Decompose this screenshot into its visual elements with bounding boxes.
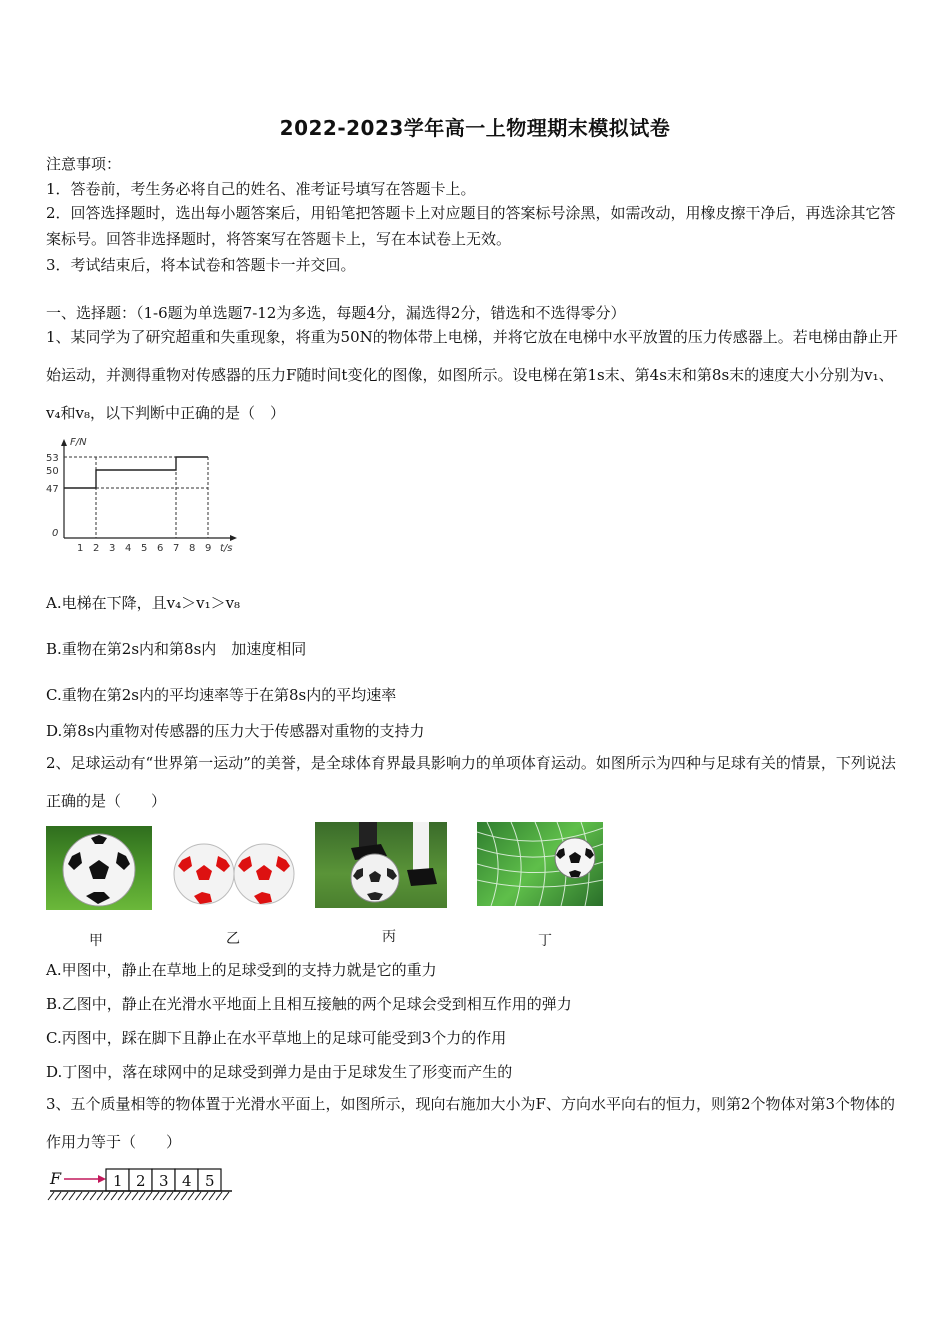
ground-hatch (139, 1192, 145, 1200)
ground-hatch (174, 1192, 180, 1200)
y-tick-label: 53 (46, 453, 59, 464)
x-tick-label: 1 (77, 543, 84, 554)
x-tick-label: 7 (173, 543, 180, 554)
question-1-option-b: B.重物在第2s内和第8s内 加速度相同 (46, 640, 307, 658)
ground-hatch (104, 1192, 110, 1200)
ground-hatch (160, 1192, 166, 1200)
x-tick-label: 9 (205, 543, 212, 554)
x-tick-label: 4 (125, 543, 132, 554)
force-arrowhead (98, 1175, 106, 1183)
x-axis-label: t/s (220, 543, 233, 554)
origin-label: 0 (52, 528, 59, 539)
x-tick-label: 2 (93, 543, 100, 554)
question-1-option-d: D.第8s内重物对传感器的压力大于传感器对重物的支持力 (46, 722, 425, 740)
x-tick-label: 6 (157, 543, 164, 554)
notice-item-3: 3．考试结束后，将本试卷和答题卡一并交回。 (46, 256, 356, 274)
ground-hatch (216, 1192, 222, 1200)
ground-hatch (188, 1192, 194, 1200)
question-3-stem: 3、五个质量相等的物体置于光滑水平面上，如图所示，现向右施加大小为F、方向水平向右的恒力，则第2个物体对第3个物体的作用力等于（ ） (46, 1095, 896, 1151)
ground-hatch (48, 1192, 54, 1200)
caption-bing: 丙 (382, 929, 396, 945)
force-series-line (64, 457, 208, 488)
block-label-4: 4 (182, 1172, 192, 1190)
y-axis-arrow (61, 439, 67, 446)
y-axis-label: F/N (70, 437, 87, 448)
five-blocks-diagram (46, 1166, 236, 1206)
ground-hatch (195, 1192, 201, 1200)
notice-heading: 注意事项： (46, 155, 122, 173)
ground-hatch (55, 1192, 61, 1200)
photo-ding-ball-in-net (477, 822, 603, 906)
ground-hatch (132, 1192, 138, 1200)
question-2-option-c: C.丙图中，踩在脚下且静止在水平草地上的足球可能受到3个力的作用 (46, 1029, 507, 1047)
ground-hatch (223, 1192, 229, 1200)
block-label-5: 5 (205, 1172, 215, 1190)
x-tick-label: 5 (141, 543, 148, 554)
caption-jia: 甲 (89, 933, 103, 949)
block-label-1: 1 (113, 1172, 123, 1190)
ground-hatch (118, 1192, 124, 1200)
ground-hatch (167, 1192, 173, 1200)
ground-hatch (146, 1192, 152, 1200)
ground-hatch (90, 1192, 96, 1200)
x-tick-label: 8 (189, 543, 196, 554)
force-time-chart (44, 434, 244, 554)
ground-hatch (153, 1192, 159, 1200)
ground-hatch (209, 1192, 215, 1200)
question-1-stem: 1、某同学为了研究超重和失重现象，将重为50N的物体带上电梯，并将它放在电梯中水平放置的压力传感器上。若电梯由静止开始运动，并测得重物对传感器的压力F随时间t变化的图像，如图所示。设电梯在第1s末、第4s末和第8s末的速度大小分别为v₁、v₄和v₈，以下判断中正确的是（ ） (46, 328, 898, 422)
question-1-option-c: C.重物在第2s内的平均速率等于在第8s内的平均速率 (46, 686, 397, 704)
ground-hatch (202, 1192, 208, 1200)
ground-hatch (97, 1192, 103, 1200)
ground-hatch (111, 1192, 117, 1200)
question-2-option-a: A.甲图中，静止在草地上的足球受到的支持力就是它的重力 (46, 961, 437, 979)
force-label: F (50, 1169, 62, 1188)
question-2-stem: 2、足球运动有“世界第一运动”的美誉，是全球体育界最具影响力的单项体育运动。如图所示为四种与足球有关的情景，下列说法正确的是（ ） (46, 754, 896, 810)
photo-bing-foot-on-ball (315, 822, 447, 908)
ground-hatch (125, 1192, 131, 1200)
block-label-3: 3 (159, 1172, 169, 1190)
notice-item-1: 1．答卷前，考生务必将自己的姓名、准考证号填写在答题卡上。 (46, 180, 476, 198)
y-tick-label: 50 (46, 466, 59, 477)
question-2-option-b: B.乙图中，静止在光滑水平地面上且相互接触的两个足球会受到相互作用的弹力 (46, 995, 572, 1013)
photo-yi-two-balls (170, 838, 298, 908)
page-title: 2022-2023学年高一上物理期末模拟试卷 (279, 116, 671, 140)
question-1-option-a: A.电梯在下降，且v₄＞v₁＞v₈ (46, 594, 241, 612)
question-2-option-d: D.丁图中，落在球网中的足球受到弹力是由于足球发生了形变而产生的 (46, 1063, 513, 1081)
x-tick-label: 3 (109, 543, 116, 554)
caption-ding: 丁 (538, 933, 552, 949)
ground-hatch (181, 1192, 187, 1200)
notice-item-2: 2．回答选择题时，选出每小题答案后，用铅笔把答题卡上对应题目的答案标号涂黑，如需改动，用橡皮擦干净后，再选涂其它答案标号。回答非选择题时，将答案写在答题卡上，写在本试卷上无效。 (46, 204, 896, 248)
x-axis-arrow (230, 535, 237, 541)
ground-hatch (69, 1192, 75, 1200)
block-label-2: 2 (136, 1172, 146, 1190)
section-heading: 一、选择题：（1-6题为单选题7-12为多选，每题4分，漏选得2分，错选和不选得零分） (46, 304, 626, 322)
ground-hatch (83, 1192, 89, 1200)
ground-hatch (76, 1192, 82, 1200)
caption-yi: 乙 (226, 931, 240, 947)
ground-hatch (62, 1192, 68, 1200)
y-tick-label: 47 (46, 484, 59, 495)
photo-jia-ball-on-grass (46, 826, 152, 910)
